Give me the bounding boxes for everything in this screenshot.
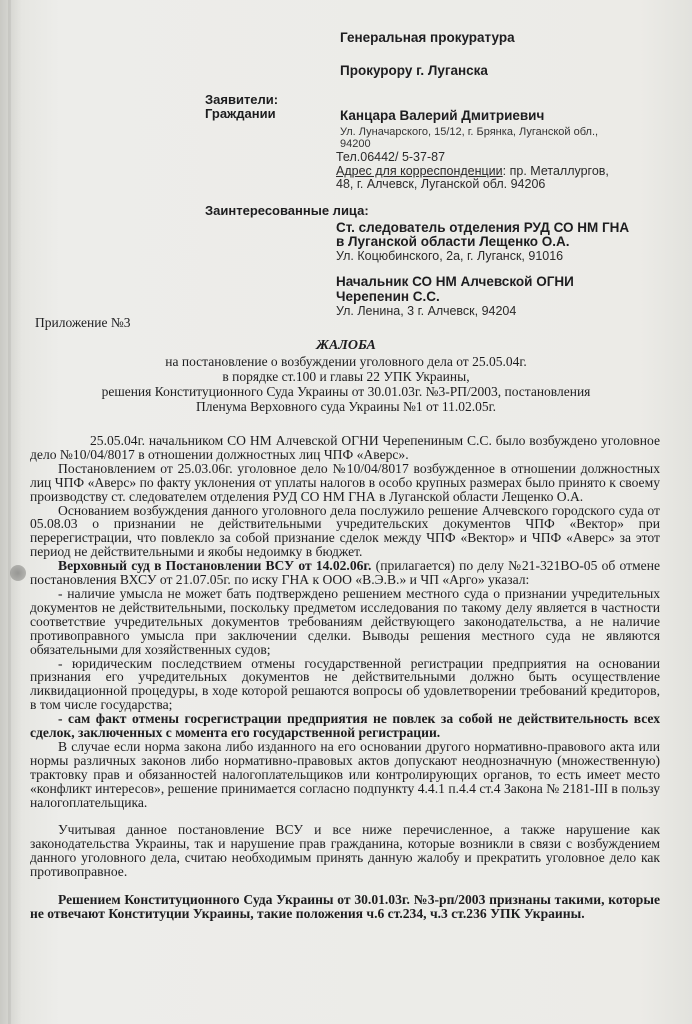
interested-person-1-name: в Луганской области Лещенко О.А. <box>336 234 570 249</box>
page-crease <box>8 0 11 1024</box>
interested-person-1-title: Ст. следователь отделения РУД СО НМ ГНА <box>336 220 630 235</box>
paragraph-grounds: Основанием возбуждения данного уголовного дела послужило решение Алчевского городского суда от 05.08.03 о признании не действительными учредительских документов ЧПФ «Вектор» при перерегистрации, что повлекло за собой признание сделок между ЧПФ «Вектор» и ЧПФ «Аверс» за этот период не действительными и якобы недоимку в бюджет. <box>30 502 660 560</box>
interested-person-2-address: Ул. Ленина, 3 г. Алчевск, 94204 <box>336 304 517 318</box>
paragraph-constitutional-court: Решением Конституционного Суда Украины от 30.01.03г. №3-рп/2003 признаны такими, которые не отвечают Конституции Украины, такие положения ч.6 ст.234, ч.3 ст.236 УПК Украины. <box>30 892 660 921</box>
addressee-recipient: Прокурору г. Луганска <box>340 63 488 78</box>
applicants-label-citizens: Граждании <box>205 106 276 121</box>
interested-person-1-address: Ул. Коцюбинского, 2а, г. Луганск, 91016 <box>336 249 564 263</box>
attachment-number: Приложение №3 <box>35 315 131 330</box>
addressee-org: Генеральная прокуратура <box>340 30 515 45</box>
title-line-3: решения Конституционного Суда Украины от 30.01.03г. №3-РП/2003, постановления <box>101 384 591 399</box>
paragraph-intent: - наличие умысла не может бать подтверждено решением местного суда о признании учредительных документов не действительными, поскольку предметом исследования по такому делу является в частности соответствие учредительных документов требованиям действующего законодательства, а не наличие противоправного умысла при заключении сделки. Выводы решения местного суда не являются обязательными для хозяйственных судов; <box>30 585 660 657</box>
applicant-name: Канцара Валерий Дмитриевич <box>340 108 545 123</box>
paragraph-case-transfer: Постановлением от 25.03.06г. уголовное дело №10/04/8017 возбужденное в отношении должностных лиц ЧПФ «Аверс» по факту уклонения от уплаты налогов в особо крупных размерах было принято к своему производству ст. следователем отделения РУД СО НМ ГНА в Луганской области Лещенко О.А. <box>30 460 660 504</box>
correspondence-address-line2: 48, г. Алчевск, Луганской обл. 94206 <box>336 177 546 191</box>
interested-person-2-title: Начальник СО НМ Алчевской ОГНИ <box>336 274 574 289</box>
paragraph-legal-consequence: - юридическим последствием отмены государственной регистрации предприятия на основании признания его учредительных документов не действительными должно быть осуществление ликвидационной процедуры, в ходе которой решаются вопросы об удовлетворении требований кредиторов, в том числе государства; <box>30 655 660 713</box>
correspondence-text: : пр. Металлургов, <box>502 164 609 178</box>
applicant-postcode: 94200 <box>340 138 371 150</box>
supreme-court-ruling: Верховный суд в Постановлении ВСУ от 14.02.06г. <box>58 558 372 574</box>
applicant-address: Ул. Луначарского, 15/12, г. Брянка, Луганской обл., <box>340 126 599 138</box>
correspondence-label: Адрес для корреспонденции <box>336 164 503 178</box>
paragraph-supreme-court <box>30 559 660 587</box>
paragraph-norm-conflict: В случае если норма закона либо изданного на его основании другого нормативно-правового акта или нормы различных законов либо нормативно-правовых актов допускают неоднозначную (множественную) трактовку прав и обязанностей налогоплательщиков или контролирующих органов, то есть имеет место «конфликт интересов», решение принимается согласно подпункту 4.4.1 п.4.4 ст.4 Закона № 2181-III в пользу налогоплательщика. <box>30 738 660 810</box>
document-title: ЖАЛОБА <box>316 338 376 353</box>
supreme-court-details: (прилагается) по делу №21-321ВО-05 об отмене постановления ВХСУ от 21.07.05г. по иску ГНА к ООО «В.Э.В.» и ЧП «Арго» указал: <box>30 558 661 588</box>
correspondence-address <box>336 164 609 178</box>
paragraph-case-opened: 25.05.04г. начальником СО НМ Алчевской ОГНИ Черепениным С.С. было возбуждено уголовное дело №10/04/8017 в отношении должностных лиц ЧПФ «Аверс». <box>30 433 660 462</box>
applicants-label: Заявители: <box>205 92 279 107</box>
title-line-4: Пленума Верховного суда Украины №1 от 11.02.05г. <box>195 399 496 414</box>
punch-hole <box>10 565 26 581</box>
interested-person-2-name: Черепенин С.С. <box>336 289 440 304</box>
paragraph-request: Учитывая данное постановление ВСУ и все ниже перечисленное, а также нарушение как законодательства Украины, так и нарушение прав гражданина, которые возникли в связи с возбуждением данного уголовного дела, считаю необходимым принять данную жалобу и прекратить уголовное дело как противоправное. <box>30 822 660 880</box>
applicant-phone: Тел.06442/ 5-37-87 <box>336 150 446 164</box>
paragraph-registration: - сам факт отмены госрегистрации предприятия не повлек за собой не действительность всех сделок, заключенных с момента его государственной регистрации. <box>30 711 660 741</box>
title-line-1: на постановление о возбуждении уголовного дела от 25.05.04г. <box>165 354 527 369</box>
complaint-body <box>30 434 660 921</box>
interested-parties-label: Заинтересованные лица: <box>205 203 369 218</box>
title-line-2: в порядке ст.100 и главы 22 УПК Украины, <box>222 369 470 384</box>
